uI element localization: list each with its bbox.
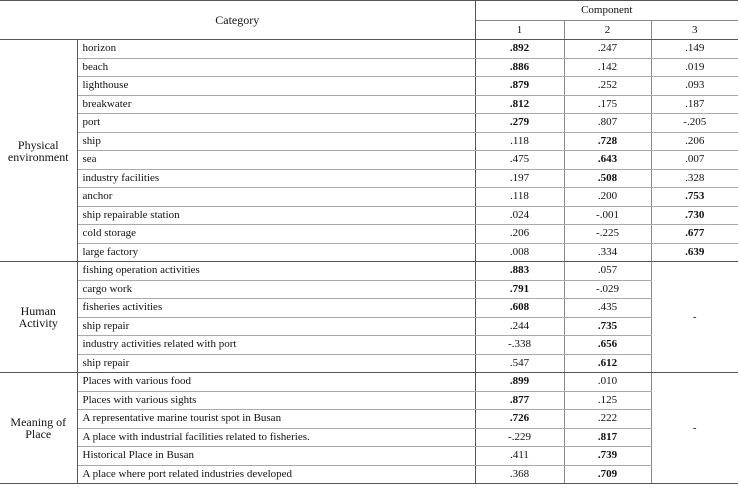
group-label <box>0 262 77 373</box>
item-label: Places with various food <box>77 373 475 392</box>
item-label: beach <box>77 58 475 77</box>
table-row <box>0 354 738 373</box>
item-label: ship repairable station <box>77 206 475 225</box>
component-2-header: 2 <box>564 21 651 40</box>
table-row <box>0 373 738 392</box>
loading-value-c1: .411 <box>475 447 564 466</box>
table-row <box>0 169 738 188</box>
group-label-line: Place <box>25 427 52 441</box>
table-row <box>0 262 738 281</box>
loading-value-c3: .093 <box>651 77 738 96</box>
table-row <box>0 391 738 410</box>
table-row <box>0 317 738 336</box>
item-label: ship repair <box>77 317 475 336</box>
item-label: industry facilities <box>77 169 475 188</box>
table-row <box>0 465 738 484</box>
group-label-line: Human <box>20 304 56 318</box>
loading-value-c3: .019 <box>651 58 738 77</box>
loading-value-c1: .547 <box>475 354 564 373</box>
loading-value-c1: .899 <box>475 373 564 392</box>
item-label: cargo work <box>77 280 475 299</box>
group-label-line: Meaning of <box>10 415 67 429</box>
loading-value-c2: .643 <box>564 151 651 170</box>
loading-value-c2: -.225 <box>564 225 651 244</box>
loading-value-c2: -.029 <box>564 280 651 299</box>
item-label: A place with industrial facilities related to fisheries. <box>77 428 475 447</box>
loading-value-c3: .328 <box>651 169 738 188</box>
loading-value-c1: .008 <box>475 243 564 262</box>
loading-value-c2: .222 <box>564 410 651 429</box>
loading-value-c2: -.001 <box>564 206 651 225</box>
loading-value-c2: .334 <box>564 243 651 262</box>
table-row <box>0 299 738 318</box>
loading-value-c1: .791 <box>475 280 564 299</box>
loading-value-c2: .612 <box>564 354 651 373</box>
loading-value-c2: .435 <box>564 299 651 318</box>
loading-value-c3: .730 <box>651 206 738 225</box>
table-row <box>0 132 738 151</box>
table-row <box>0 410 738 429</box>
loading-value-c1: .024 <box>475 206 564 225</box>
loading-value-c1: .608 <box>475 299 564 318</box>
loading-value-c1: .368 <box>475 465 564 484</box>
loading-value-c1: .812 <box>475 95 564 114</box>
loading-value-c2: .142 <box>564 58 651 77</box>
loading-value-c1: .892 <box>475 40 564 59</box>
group-label <box>0 373 77 484</box>
table-row <box>0 40 738 59</box>
loading-value-c2: .656 <box>564 336 651 355</box>
table-body <box>0 40 738 484</box>
loading-value-c1: .118 <box>475 188 564 207</box>
loading-value-c2: .125 <box>564 391 651 410</box>
loading-value-c1: .279 <box>475 114 564 133</box>
item-label: lighthouse <box>77 77 475 96</box>
loading-value-c3: -.205 <box>651 114 738 133</box>
item-label: cold storage <box>77 225 475 244</box>
component-1-header: 1 <box>475 21 564 40</box>
loading-value-c2: .735 <box>564 317 651 336</box>
item-label: anchor <box>77 188 475 207</box>
item-label: sea <box>77 151 475 170</box>
loading-value-c2: .728 <box>564 132 651 151</box>
loading-value-c3: .149 <box>651 40 738 59</box>
loading-value-c2: .252 <box>564 77 651 96</box>
loading-value-c1: -.229 <box>475 428 564 447</box>
loading-value-c2: .200 <box>564 188 651 207</box>
item-label: fisheries activities <box>77 299 475 318</box>
item-label: industry activities related with port <box>77 336 475 355</box>
loading-value-c1: .879 <box>475 77 564 96</box>
loading-value-c1: .197 <box>475 169 564 188</box>
loading-value-c2: .817 <box>564 428 651 447</box>
loading-value-c1: .206 <box>475 225 564 244</box>
table-row <box>0 336 738 355</box>
group-label-line: environment <box>7 149 69 164</box>
loading-value-c2: .057 <box>564 262 651 281</box>
table-row <box>0 77 738 96</box>
table-row <box>0 225 738 244</box>
table-row <box>0 114 738 133</box>
item-label: fishing operation activities <box>77 262 475 281</box>
group-label-line: Physical <box>17 137 59 152</box>
loading-value-c2: .739 <box>564 447 651 466</box>
loading-value-c3: .187 <box>651 95 738 114</box>
table-row <box>0 206 738 225</box>
item-label: A place where port related industries developed <box>77 465 475 484</box>
item-label: large factory <box>77 243 475 262</box>
table-row <box>0 428 738 447</box>
item-label: breakwater <box>77 95 475 114</box>
table-row <box>0 151 738 170</box>
table-row <box>0 95 738 114</box>
loading-value-c2: .508 <box>564 169 651 188</box>
loading-value-c2: .807 <box>564 114 651 133</box>
loading-value-c1: -.338 <box>475 336 564 355</box>
item-label: port <box>77 114 475 133</box>
group-label-line: Activity <box>18 316 58 330</box>
loading-value-c1: .877 <box>475 391 564 410</box>
loading-value-c3: .753 <box>651 188 738 207</box>
table-row <box>0 188 738 207</box>
item-label: ship repair <box>77 354 475 373</box>
loading-value-c3: .639 <box>651 243 738 262</box>
table-row <box>0 243 738 262</box>
item-label: Places with various sights <box>77 391 475 410</box>
item-label: horizon <box>77 40 475 59</box>
loading-value-c1: .244 <box>475 317 564 336</box>
item-label: Historical Place in Busan <box>77 447 475 466</box>
loading-value-c2: .709 <box>564 465 651 484</box>
component-3-dash: - <box>651 373 738 484</box>
component-3-header: 3 <box>651 21 738 40</box>
component-header: Component <box>475 1 738 21</box>
table-row <box>0 58 738 77</box>
component-3-dash: - <box>651 262 738 373</box>
loading-value-c3: .007 <box>651 151 738 170</box>
table-row <box>0 447 738 466</box>
loading-value-c1: .118 <box>475 132 564 151</box>
loading-value-c3: .677 <box>651 225 738 244</box>
loading-value-c1: .726 <box>475 410 564 429</box>
table-row <box>0 280 738 299</box>
loading-value-c2: .010 <box>564 373 651 392</box>
loading-value-c1: .475 <box>475 151 564 170</box>
group-label <box>0 40 77 262</box>
item-label: ship <box>77 132 475 151</box>
loading-value-c2: .175 <box>564 95 651 114</box>
loading-value-c2: .247 <box>564 40 651 59</box>
item-label: A representative marine tourist spot in Busan <box>77 410 475 429</box>
loading-value-c3: .206 <box>651 132 738 151</box>
loading-value-c1: .886 <box>475 58 564 77</box>
loading-value-c1: .883 <box>475 262 564 281</box>
category-header: Category <box>0 1 475 40</box>
